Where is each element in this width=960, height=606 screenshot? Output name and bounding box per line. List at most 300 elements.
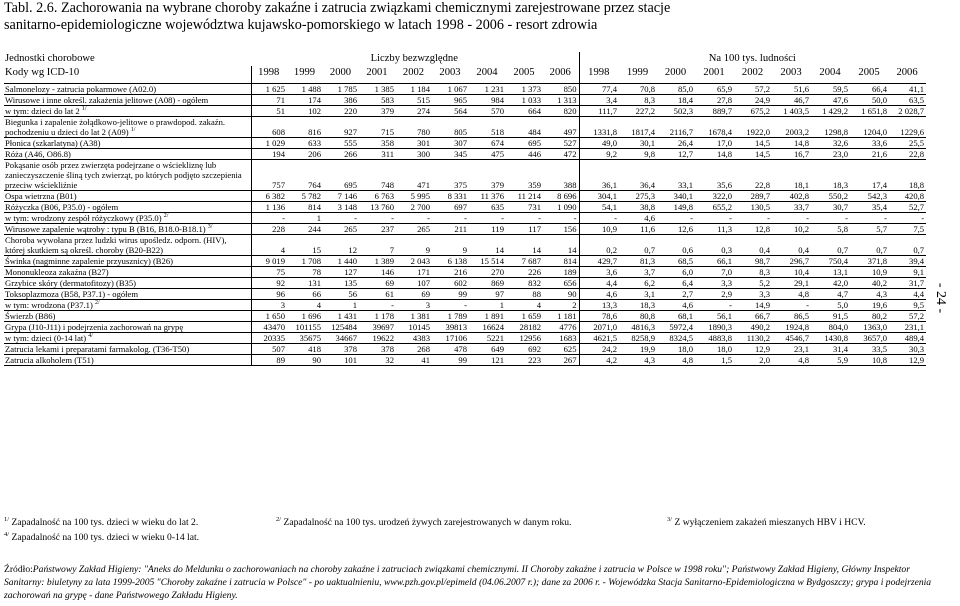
abs-value-cell: 237 bbox=[359, 224, 396, 235]
abs-value-cell: 5221 bbox=[469, 333, 506, 344]
abs-value-cell: 472 bbox=[543, 149, 579, 160]
abs-value-cell: 1 033 bbox=[506, 95, 543, 106]
rate-value-cell: 2,7 bbox=[657, 289, 695, 300]
table-row bbox=[4, 289, 926, 300]
rate-value-cell: 1130,2 bbox=[734, 333, 772, 344]
rate-value-cell: 80,2 bbox=[850, 311, 889, 322]
title-line-2: sanitarno-epidemiologiczne województwa kujawsko-pomorskiego w latach 1998 - 2006 - resort zdrowia bbox=[4, 17, 598, 33]
abs-value-cell: 99 bbox=[432, 355, 469, 366]
table-row bbox=[4, 202, 926, 213]
rate-value-cell: 6,4 bbox=[657, 278, 695, 289]
rate-value-cell: 0,4 bbox=[772, 235, 811, 256]
rate-value-cell: 149,8 bbox=[657, 202, 695, 213]
abs-value-cell: 267 bbox=[543, 355, 579, 366]
rate-value-cell: 12,9 bbox=[734, 344, 772, 355]
abs-value-cell: 1 178 bbox=[359, 311, 396, 322]
header-icd: Kody wg ICD-10 bbox=[4, 66, 251, 84]
abs-value-cell: 649 bbox=[469, 344, 506, 355]
abs-value-cell: 89 bbox=[251, 355, 287, 366]
abs-value-cell: 1 373 bbox=[506, 84, 543, 95]
rate-value-cell: 18,0 bbox=[695, 344, 734, 355]
rate-value-cell: 227,2 bbox=[619, 106, 657, 117]
row-label: w tym: wrodzony zespół różyczkowy (P35.0) $^{2/}$ bbox=[4, 213, 251, 224]
rate-value-cell: 1 403,5 bbox=[772, 106, 811, 117]
abs-value-cell: 1 431 bbox=[323, 311, 359, 322]
rate-value-cell: 4883,8 bbox=[695, 333, 734, 344]
abs-value-cell: 223 bbox=[506, 355, 543, 366]
rate-value-cell: 57,2 bbox=[734, 84, 772, 95]
rate-value-cell: 36,1 bbox=[579, 160, 619, 191]
abs-value-cell: 1 313 bbox=[543, 95, 579, 106]
rate-value-cell: 21,6 bbox=[850, 149, 889, 160]
rate-value-cell: 33,7 bbox=[772, 202, 811, 213]
abs-value-cell: 13 760 bbox=[359, 202, 396, 213]
abs-value-cell: 17106 bbox=[432, 333, 469, 344]
rate-value-cell: 12,9 bbox=[889, 355, 926, 366]
rate-value-cell: - bbox=[579, 213, 619, 224]
abs-value-cell: 9 bbox=[432, 235, 469, 256]
abs-value-cell: 418 bbox=[287, 344, 323, 355]
rate-value-cell: 5,2 bbox=[734, 278, 772, 289]
abs-value-cell: 764 bbox=[287, 160, 323, 191]
abs-value-cell: 748 bbox=[359, 160, 396, 191]
abs-value-cell: 10145 bbox=[396, 322, 432, 333]
abs-value-cell: 107 bbox=[396, 278, 432, 289]
abs-value-cell: 117 bbox=[506, 224, 543, 235]
abs-value-cell: - bbox=[432, 213, 469, 224]
rate-value-cell: 750,4 bbox=[811, 256, 850, 267]
abs-value-cell: 125484 bbox=[323, 322, 359, 333]
abs-value-cell: 6 763 bbox=[359, 191, 396, 202]
abs-value-cell: 28182 bbox=[506, 322, 543, 333]
abs-value-cell: 1 090 bbox=[543, 202, 579, 213]
abs-value-cell: 41 bbox=[396, 355, 432, 366]
rate-value-cell: 10,9 bbox=[850, 267, 889, 278]
rate-value-cell: 231,1 bbox=[889, 322, 926, 333]
abs-value-cell: 358 bbox=[359, 138, 396, 149]
abs-value-cell: 265 bbox=[323, 224, 359, 235]
abs-value-cell: 1 136 bbox=[251, 202, 287, 213]
source-note: Źródło:Państwowy Zakład Higieny: "Aneks do Meldunku o zachorowaniach na choroby zakaźne i zatruciach związkami chemicznymi. II Choroby zakaźne i zatrucia w Polsce w 1998 roku"; Państwowy Zakład Higieny, Główny Inspektor Sanitarny: biuletyny za lata 1999-2005 "Choroby zakaźne i zatrucia w Polsce" - po uaktualnieniu, www.pzh.gov.pl/epimeld (04.06.2007 r.); dane za 2006 r. - Wojewódzka Stacja Sanitarno-Epidemiologiczna w Bydgoszczy; grypa i podejrzenia zachorowań na grypę - dane Państwowego Zakładu Higieny. bbox=[4, 564, 932, 601]
abs-value-cell: 189 bbox=[543, 267, 579, 278]
rate-value-cell: 52,7 bbox=[889, 202, 926, 213]
rate-value-cell: 80,8 bbox=[619, 311, 657, 322]
abs-value-cell: 9 019 bbox=[251, 256, 287, 267]
abs-value-cell: 39813 bbox=[432, 322, 469, 333]
row-label: Grzybice skóry (dermatofitozy) (B35) bbox=[4, 278, 251, 289]
rate-value-cell: 0,2 bbox=[579, 235, 619, 256]
rate-value-cell: 14,8 bbox=[695, 149, 734, 160]
rate-value-cell: 12,8 bbox=[734, 224, 772, 235]
abs-value-cell: 127 bbox=[323, 267, 359, 278]
title-line-1 bbox=[4, 0, 904, 17]
rate-value-cell: 5,0 bbox=[811, 300, 850, 311]
abs-value-cell: 345 bbox=[432, 149, 469, 160]
rate-value-cell: 8,3 bbox=[619, 95, 657, 106]
year-header: 2003 bbox=[772, 66, 811, 84]
abs-value-cell: 146 bbox=[359, 267, 396, 278]
rate-value-cell: 9,1 bbox=[889, 267, 926, 278]
abs-value-cell: 484 bbox=[506, 117, 543, 138]
abs-value-cell: 984 bbox=[469, 95, 506, 106]
year-header: 2001 bbox=[695, 66, 734, 84]
rate-value-cell: 86,5 bbox=[772, 311, 811, 322]
abs-value-cell: - bbox=[469, 213, 506, 224]
rate-value-cell: 2 028,7 bbox=[889, 106, 926, 117]
rate-value-cell: 429,7 bbox=[579, 256, 619, 267]
abs-value-cell: 2 700 bbox=[396, 202, 432, 213]
footnote-4: $^{4/}$ Zapadalność na 100 tys. dzieci w wieku 0-14 lat. bbox=[4, 530, 200, 543]
rate-value-cell: 4546,7 bbox=[772, 333, 811, 344]
abs-value-cell: 379 bbox=[359, 106, 396, 117]
abs-value-cell: 1 bbox=[323, 300, 359, 311]
row-label: Róża (A46, O86.8) bbox=[4, 149, 251, 160]
rate-value-cell: 77,4 bbox=[579, 84, 619, 95]
rate-value-cell: - bbox=[889, 213, 926, 224]
rate-value-cell: 3,3 bbox=[734, 289, 772, 300]
row-label: Różyczka (B06, P35.0) - ogółem bbox=[4, 202, 251, 213]
rate-value-cell: 502,3 bbox=[657, 106, 695, 117]
abs-value-cell: 555 bbox=[323, 138, 359, 149]
rate-value-cell: 2003,2 bbox=[772, 117, 811, 138]
rate-value-cell: 23,0 bbox=[811, 149, 850, 160]
rate-value-cell: 0,7 bbox=[850, 235, 889, 256]
rate-value-cell: 27,8 bbox=[695, 95, 734, 106]
table-row bbox=[4, 256, 926, 267]
rate-value-cell: 36,4 bbox=[619, 160, 657, 191]
rate-value-cell: 4,7 bbox=[811, 289, 850, 300]
abs-value-cell: 497 bbox=[543, 117, 579, 138]
year-header: 2005 bbox=[506, 66, 543, 84]
abs-value-cell: 379 bbox=[469, 160, 506, 191]
rate-value-cell: 63,5 bbox=[889, 95, 926, 106]
rate-value-cell: 3,4 bbox=[579, 95, 619, 106]
rate-value-cell: 46,7 bbox=[772, 95, 811, 106]
abs-value-cell: 69 bbox=[396, 289, 432, 300]
abs-value-cell: 14 bbox=[543, 235, 579, 256]
rate-value-cell: 22,8 bbox=[889, 149, 926, 160]
abs-value-cell: 15 514 bbox=[469, 256, 506, 267]
abs-value-cell: 97 bbox=[469, 289, 506, 300]
row-label: Ospa wietrzna (B01) bbox=[4, 191, 251, 202]
abs-value-cell: 119 bbox=[469, 224, 506, 235]
rate-value-cell: 542,3 bbox=[850, 191, 889, 202]
year-header: 2006 bbox=[889, 66, 926, 84]
header-row-1 bbox=[4, 52, 926, 66]
table bbox=[4, 52, 926, 366]
rate-value-cell: 10,2 bbox=[772, 224, 811, 235]
rate-value-cell: 14,8 bbox=[772, 138, 811, 149]
abs-value-cell: 3 148 bbox=[323, 202, 359, 213]
row-label: Grypa (J10-J11) i podejrzenia zachorowań na grypę bbox=[4, 322, 251, 333]
abs-value-cell: 211 bbox=[432, 224, 469, 235]
rate-value-cell: 6,2 bbox=[619, 278, 657, 289]
rate-value-cell: 4,6 bbox=[619, 213, 657, 224]
table-row bbox=[4, 149, 926, 160]
table-row bbox=[4, 278, 926, 289]
rate-value-cell: 18,0 bbox=[657, 344, 695, 355]
year-header: 2005 bbox=[850, 66, 889, 84]
rate-value-cell: 18,4 bbox=[657, 95, 695, 106]
row-label: Salmonelozy - zatrucia pokarmowe (A02.0) bbox=[4, 84, 251, 95]
year-header: 2004 bbox=[469, 66, 506, 84]
rate-value-cell: 3,1 bbox=[619, 289, 657, 300]
rate-value-cell: 490,2 bbox=[734, 322, 772, 333]
abs-value-cell: 386 bbox=[323, 95, 359, 106]
table-row bbox=[4, 344, 926, 355]
header-absolute: Liczby bezwzględne bbox=[251, 52, 579, 66]
rate-value-cell: 289,7 bbox=[734, 191, 772, 202]
rate-value-cell: 49,0 bbox=[579, 138, 619, 149]
rate-value-cell: 11,3 bbox=[695, 224, 734, 235]
rate-value-cell: 35,4 bbox=[850, 202, 889, 213]
rate-value-cell: 42,0 bbox=[811, 278, 850, 289]
rate-value-cell: 371,8 bbox=[850, 256, 889, 267]
abs-value-cell: 656 bbox=[543, 278, 579, 289]
rate-value-cell: 4,3 bbox=[619, 355, 657, 366]
rate-value-cell: 30,7 bbox=[811, 202, 850, 213]
abs-value-cell: 8 696 bbox=[543, 191, 579, 202]
abs-value-cell: 446 bbox=[506, 149, 543, 160]
footnote-1: $^{1/}$ Zapadalność na 100 tys. dzieci w wieku do lat 2. bbox=[4, 515, 199, 528]
abs-value-cell: 90 bbox=[287, 355, 323, 366]
year-header: 2003 bbox=[432, 66, 469, 84]
rate-value-cell: 4,4 bbox=[889, 289, 926, 300]
table-row bbox=[4, 224, 926, 235]
abs-value-cell: 625 bbox=[543, 344, 579, 355]
rate-value-cell: 675,2 bbox=[734, 106, 772, 117]
rate-value-cell: 23,1 bbox=[772, 344, 811, 355]
abs-value-cell: 1 785 bbox=[323, 84, 359, 95]
abs-value-cell: 43470 bbox=[251, 322, 287, 333]
rate-value-cell: 9,2 bbox=[579, 149, 619, 160]
abs-value-cell: 664 bbox=[506, 106, 543, 117]
rate-value-cell: 12,7 bbox=[657, 149, 695, 160]
abs-value-cell: 1 029 bbox=[251, 138, 287, 149]
year-header: 1999 bbox=[287, 66, 323, 84]
rate-value-cell: 1924,8 bbox=[772, 322, 811, 333]
rate-value-cell: 4,6 bbox=[657, 300, 695, 311]
rate-value-cell: - bbox=[772, 300, 811, 311]
rate-value-cell: 85,0 bbox=[657, 84, 695, 95]
abs-value-cell: 1 381 bbox=[396, 311, 432, 322]
abs-value-cell: 301 bbox=[396, 138, 432, 149]
rate-value-cell: 0,7 bbox=[811, 235, 850, 256]
abs-value-cell: 927 bbox=[323, 117, 359, 138]
rate-value-cell: 14,9 bbox=[734, 300, 772, 311]
year-header: 2006 bbox=[543, 66, 579, 84]
rate-value-cell: 4,8 bbox=[772, 289, 811, 300]
rate-value-cell: 14,5 bbox=[734, 138, 772, 149]
abs-value-cell: 268 bbox=[396, 344, 432, 355]
rate-value-cell: 19,6 bbox=[850, 300, 889, 311]
abs-value-cell: 375 bbox=[432, 160, 469, 191]
rate-value-cell: 31,7 bbox=[889, 278, 926, 289]
rate-value-cell: 1890,3 bbox=[695, 322, 734, 333]
abs-value-cell: 131 bbox=[287, 278, 323, 289]
rate-value-cell: 10,4 bbox=[772, 267, 811, 278]
abs-value-cell: 388 bbox=[543, 160, 579, 191]
rate-value-cell: 6,0 bbox=[657, 267, 695, 278]
abs-value-cell: 16624 bbox=[469, 322, 506, 333]
rate-value-cell: 17,4 bbox=[850, 160, 889, 191]
rate-value-cell: 51,6 bbox=[772, 84, 811, 95]
abs-value-cell: - bbox=[432, 300, 469, 311]
abs-value-cell: 359 bbox=[506, 160, 543, 191]
abs-value-cell: 1 181 bbox=[543, 311, 579, 322]
rate-value-cell: 14,5 bbox=[734, 149, 772, 160]
abs-value-cell: 5 995 bbox=[396, 191, 432, 202]
abs-value-cell: 1 231 bbox=[469, 84, 506, 95]
rate-value-cell: 70,8 bbox=[619, 84, 657, 95]
rate-value-cell: 13,3 bbox=[579, 300, 619, 311]
year-header: 1999 bbox=[619, 66, 657, 84]
year-header: 1998 bbox=[251, 66, 287, 84]
rate-value-cell: - bbox=[657, 213, 695, 224]
abs-value-cell: 220 bbox=[323, 106, 359, 117]
table-row bbox=[4, 235, 926, 256]
abs-value-cell: 92 bbox=[251, 278, 287, 289]
rate-value-cell: 804,0 bbox=[811, 322, 850, 333]
abs-value-cell: 66 bbox=[287, 289, 323, 300]
table-title bbox=[4, 0, 904, 34]
rate-value-cell: 1363,0 bbox=[850, 322, 889, 333]
rate-value-cell: 66,7 bbox=[734, 311, 772, 322]
abs-value-cell: 174 bbox=[287, 95, 323, 106]
abs-value-cell: 101 bbox=[323, 355, 359, 366]
abs-value-cell: 570 bbox=[469, 106, 506, 117]
table-label: Tabl. 2.6. bbox=[4, 0, 58, 16]
abs-value-cell: 300 bbox=[396, 149, 432, 160]
abs-value-cell: 14 bbox=[469, 235, 506, 256]
rate-value-cell: 3,3 bbox=[695, 278, 734, 289]
rate-value-cell: 402,8 bbox=[772, 191, 811, 202]
table-row bbox=[4, 213, 926, 224]
rate-value-cell: 19,9 bbox=[619, 344, 657, 355]
row-label: w tym: dzieci do lat 2 $^{1/}$ bbox=[4, 106, 251, 117]
rate-value-cell: 24,2 bbox=[579, 344, 619, 355]
rate-value-cell: 4621,5 bbox=[579, 333, 619, 344]
year-header: 2001 bbox=[359, 66, 396, 84]
rate-value-cell: 9,8 bbox=[619, 149, 657, 160]
rate-value-cell: 1922,0 bbox=[734, 117, 772, 138]
rate-value-cell: 4,8 bbox=[657, 355, 695, 366]
abs-value-cell: 731 bbox=[506, 202, 543, 213]
abs-value-cell: 507 bbox=[251, 344, 287, 355]
table-row bbox=[4, 333, 926, 344]
abs-value-cell: 90 bbox=[543, 289, 579, 300]
rate-value-cell: 2,9 bbox=[695, 289, 734, 300]
abs-value-cell: 4 bbox=[251, 235, 287, 256]
rate-value-cell: 4,6 bbox=[579, 289, 619, 300]
rate-value-cell: 12,6 bbox=[657, 224, 695, 235]
rate-value-cell: 0,4 bbox=[734, 235, 772, 256]
abs-value-cell: 14 bbox=[506, 235, 543, 256]
rate-value-cell: 68,5 bbox=[657, 256, 695, 267]
rate-value-cell: 5,7 bbox=[850, 224, 889, 235]
rate-value-cell: 47,6 bbox=[811, 95, 850, 106]
row-label: Wirusowe i inne określ. zakażenia jelitowe (A08) - ogółem bbox=[4, 95, 251, 106]
rate-value-cell: 32,6 bbox=[811, 138, 850, 149]
abs-value-cell: 194 bbox=[251, 149, 287, 160]
abs-value-cell: - bbox=[251, 213, 287, 224]
rate-value-cell: 7,5 bbox=[889, 224, 926, 235]
rate-value-cell: 1,5 bbox=[695, 355, 734, 366]
abs-value-cell: 244 bbox=[287, 224, 323, 235]
abs-value-cell: 171 bbox=[396, 267, 432, 278]
footnote-3: $^{3/}$ Z wyłączeniem zakażeń mieszanych HBV i HCV. bbox=[667, 515, 866, 528]
rate-value-cell: 16,7 bbox=[772, 149, 811, 160]
row-label: Choroba wywołana przez ludzki wirus upośledz. odporn. (HIV), której skutkiem są określ. choroby (B20-B22) bbox=[4, 235, 251, 256]
rate-value-cell: 33,6 bbox=[850, 138, 889, 149]
rate-value-cell: - bbox=[695, 300, 734, 311]
rate-value-cell: 81,3 bbox=[619, 256, 657, 267]
abs-value-cell: 6 382 bbox=[251, 191, 287, 202]
rate-value-cell: 66,1 bbox=[695, 256, 734, 267]
rate-value-cell: 655,2 bbox=[695, 202, 734, 213]
rate-value-cell: 18,8 bbox=[889, 160, 926, 191]
abs-value-cell: 814 bbox=[543, 256, 579, 267]
abs-value-cell: 9 bbox=[396, 235, 432, 256]
table-row bbox=[4, 300, 926, 311]
rate-value-cell: 41,1 bbox=[889, 84, 926, 95]
abs-value-cell: 99 bbox=[432, 289, 469, 300]
rate-value-cell: 340,1 bbox=[657, 191, 695, 202]
abs-value-cell: 88 bbox=[506, 289, 543, 300]
abs-value-cell: 311 bbox=[359, 149, 396, 160]
abs-value-cell: 1 708 bbox=[287, 256, 323, 267]
rate-value-cell: 1 651,8 bbox=[850, 106, 889, 117]
abs-value-cell: 19622 bbox=[359, 333, 396, 344]
rate-value-cell: 550,2 bbox=[811, 191, 850, 202]
abs-value-cell: 216 bbox=[432, 267, 469, 278]
rate-value-cell: 5,9 bbox=[811, 355, 850, 366]
abs-value-cell: 757 bbox=[251, 160, 287, 191]
rate-value-cell: 1817,4 bbox=[619, 117, 657, 138]
rate-value-cell: - bbox=[734, 213, 772, 224]
rate-value-cell: 8,3 bbox=[734, 267, 772, 278]
rate-value-cell: 66,4 bbox=[850, 84, 889, 95]
year-header: 2002 bbox=[396, 66, 432, 84]
rate-value-cell: 10,9 bbox=[579, 224, 619, 235]
abs-value-cell: 820 bbox=[543, 106, 579, 117]
abs-value-cell: 583 bbox=[359, 95, 396, 106]
abs-value-cell: 814 bbox=[287, 202, 323, 213]
rate-value-cell: 1298,8 bbox=[811, 117, 850, 138]
row-label: Płonica (szkarlatyna) (A38) bbox=[4, 138, 251, 149]
rate-value-cell: 35,6 bbox=[695, 160, 734, 191]
abs-value-cell: - bbox=[359, 300, 396, 311]
rate-value-cell: 4,2 bbox=[579, 355, 619, 366]
abs-value-cell: 5 782 bbox=[287, 191, 323, 202]
abs-value-cell: 475 bbox=[469, 149, 506, 160]
rate-value-cell: 1331,8 bbox=[579, 117, 619, 138]
rate-value-cell: - bbox=[772, 213, 811, 224]
rate-value-cell: 54,1 bbox=[579, 202, 619, 213]
rate-value-cell: 3,6 bbox=[579, 267, 619, 278]
abs-value-cell: 965 bbox=[432, 95, 469, 106]
rate-value-cell: 5972,4 bbox=[657, 322, 695, 333]
table-row bbox=[4, 160, 926, 191]
abs-value-cell: 4776 bbox=[543, 322, 579, 333]
rate-value-cell: 56,1 bbox=[695, 311, 734, 322]
abs-value-cell: 51 bbox=[251, 106, 287, 117]
abs-value-cell: 805 bbox=[432, 117, 469, 138]
rate-value-cell: 31,4 bbox=[811, 344, 850, 355]
rate-value-cell: - bbox=[695, 213, 734, 224]
table-row bbox=[4, 355, 926, 366]
row-label: Biegunka i zapalenie żołądkowo-jelitowe o prawdopod. zakaźn. pochodzeniu u dzieci do lat 2 (A09) $^{1/}$ bbox=[4, 117, 251, 138]
